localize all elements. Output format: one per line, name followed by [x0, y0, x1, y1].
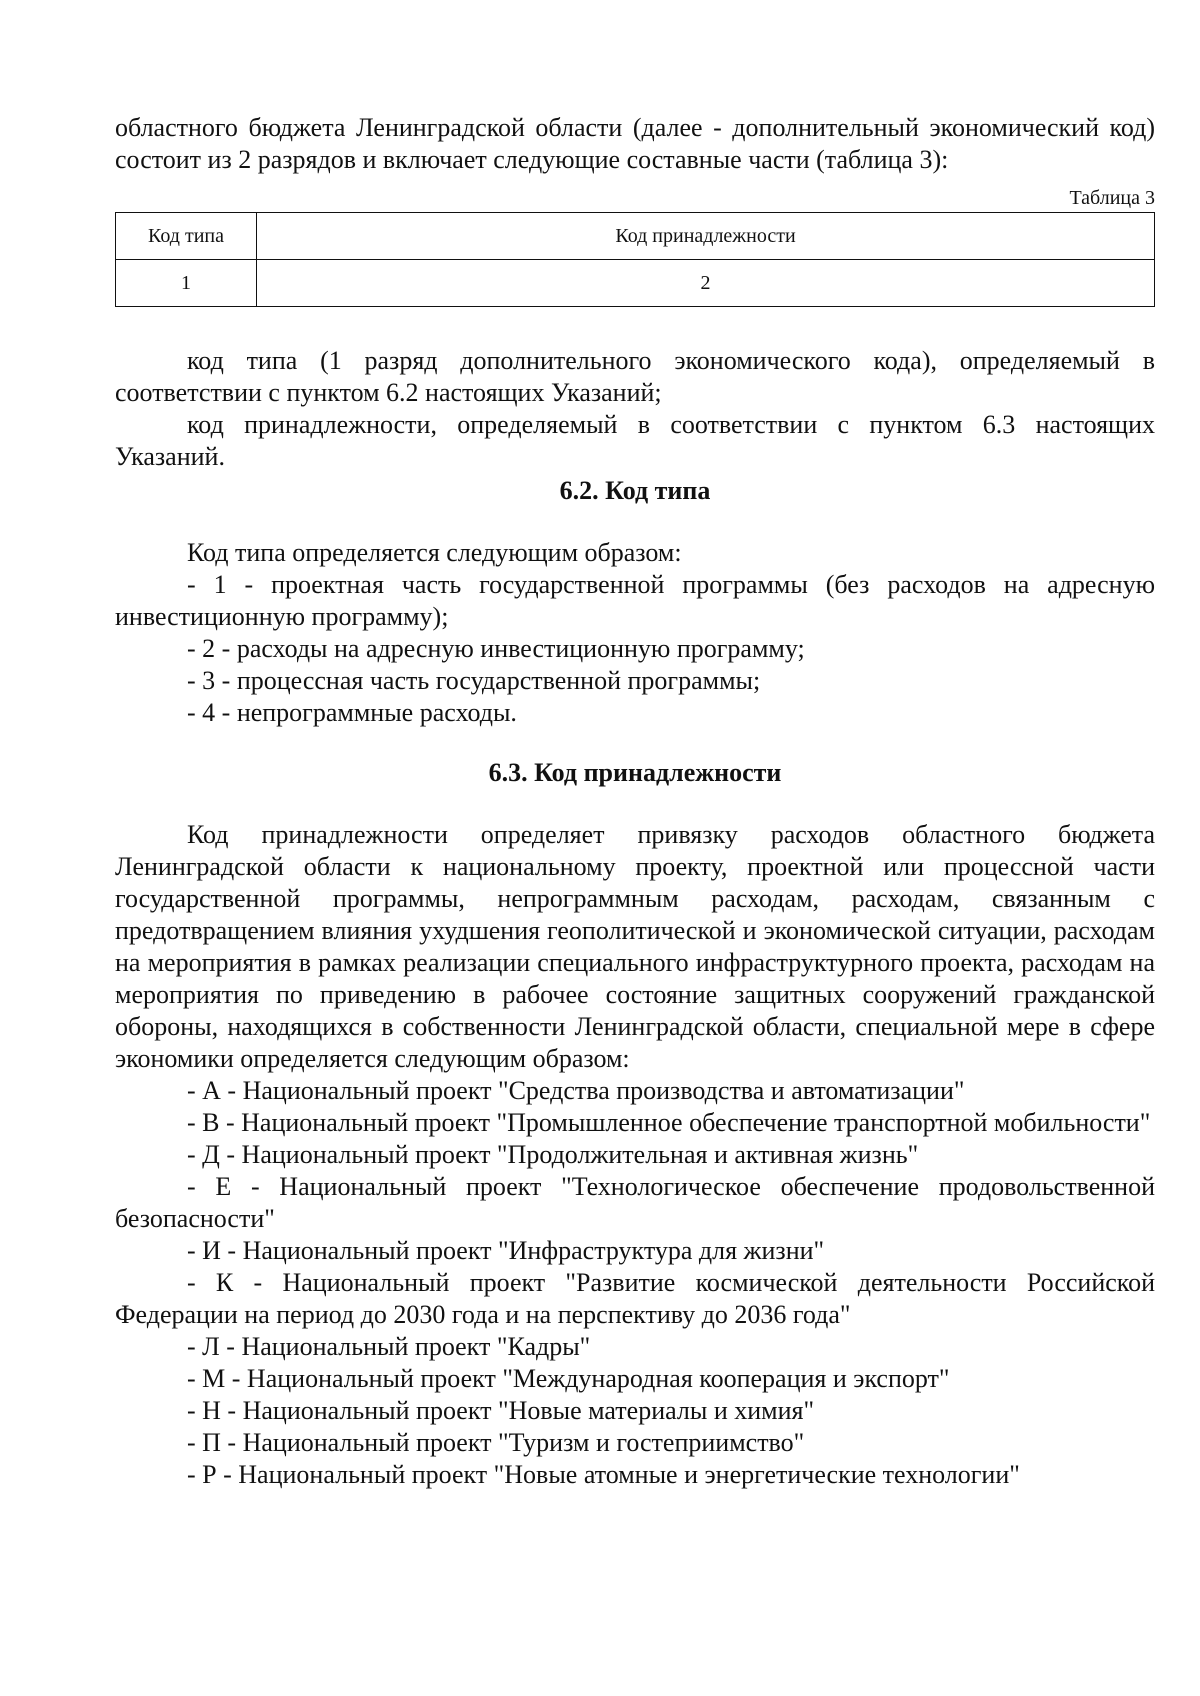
code-structure-table [115, 212, 1155, 307]
section-lead: Код типа определяется следующим образом: [187, 538, 682, 567]
section-6-2-body [115, 537, 1155, 729]
table-header-row [116, 213, 1155, 260]
section-6-3-body [115, 819, 1155, 1491]
intro-paragraph: областного бюджета Ленинградской области (далее - дополнительный экономический код) состоит из 2 разрядов и включает следующие составные части (таблица 3): [115, 113, 1155, 174]
list-item: - М - Национальный проект "Международная кооперация и экспорт" [187, 1364, 950, 1393]
document-page [115, 112, 1155, 1491]
table-cell: 2 [257, 260, 1155, 307]
list-item: - Л - Национальный проект "Кадры" [187, 1332, 591, 1361]
section-heading-6-2: 6.2. Код типа [559, 476, 711, 505]
list-item: - 3 - процессная часть государственной программы; [187, 666, 761, 695]
table-caption: Таблица 3 [1069, 187, 1155, 209]
list-item: - Н - Национальный проект "Новые материалы и химия" [187, 1396, 815, 1425]
list-item: - К - Национальный проект "Развитие космической деятельности Российской Федерации на период до 2030 года и на перспективу до 2036 года" [115, 1268, 1155, 1329]
part-item: код принадлежности, определяемый в соответствии с пунктом 6.3 настоящих Указаний. [115, 410, 1155, 471]
list-item: - Е - Национальный проект "Технологическое обеспечение продовольственной безопасности" [115, 1172, 1155, 1233]
section-lead: Код принадлежности определяет привязку расходов областного бюджета Ленинградской области к национальному проекту, проектной или процессной части государственной программы, непрограммным расходам, расходам, связанным с предотвращением влияния ухудшения геополитической и экономической ситуации, расходам на мероприятия в рамках реализации специального инфраструктурного проекта, расходам на мероприятия по приведению в рабочее состояние защитных сооружений гражданской обороны, находящихся в собственности Ленинградской области, специальной мере в сфере экономики определяется следующим образом: [115, 820, 1155, 1073]
parts-list [115, 345, 1155, 473]
list-item: - В - Национальный проект "Промышленное обеспечение транспортной мобильности" [187, 1108, 1151, 1137]
list-item: - А - Национальный проект "Средства производства и автоматизации" [187, 1076, 965, 1105]
table-header-cell: Код принадлежности [257, 213, 1155, 260]
list-item: - Д - Национальный проект "Продолжительная и активная жизнь" [187, 1140, 919, 1169]
part-item: код типа (1 разряд дополнительного экономического кода), определяемый в соответствии с пунктом 6.2 настоящих Указаний; [115, 346, 1155, 407]
table-cell: 1 [116, 260, 257, 307]
list-item: - 1 - проектная часть государственной программы (без расходов на адресную инвестиционную программу); [115, 570, 1155, 631]
table-header-cell: Код типа [116, 213, 257, 260]
list-item: - 4 - непрограммные расходы. [187, 698, 517, 727]
list-item: - 2 - расходы на адресную инвестиционную программу; [187, 634, 805, 663]
list-item: - П - Национальный проект "Туризм и гостеприимство" [187, 1428, 805, 1457]
table-row [116, 260, 1155, 307]
list-item: - И - Национальный проект "Инфраструктура для жизни" [187, 1236, 825, 1265]
list-item: - Р - Национальный проект "Новые атомные и энергетические технологии" [187, 1460, 1020, 1489]
section-heading-6-3: 6.3. Код принадлежности [488, 758, 782, 787]
